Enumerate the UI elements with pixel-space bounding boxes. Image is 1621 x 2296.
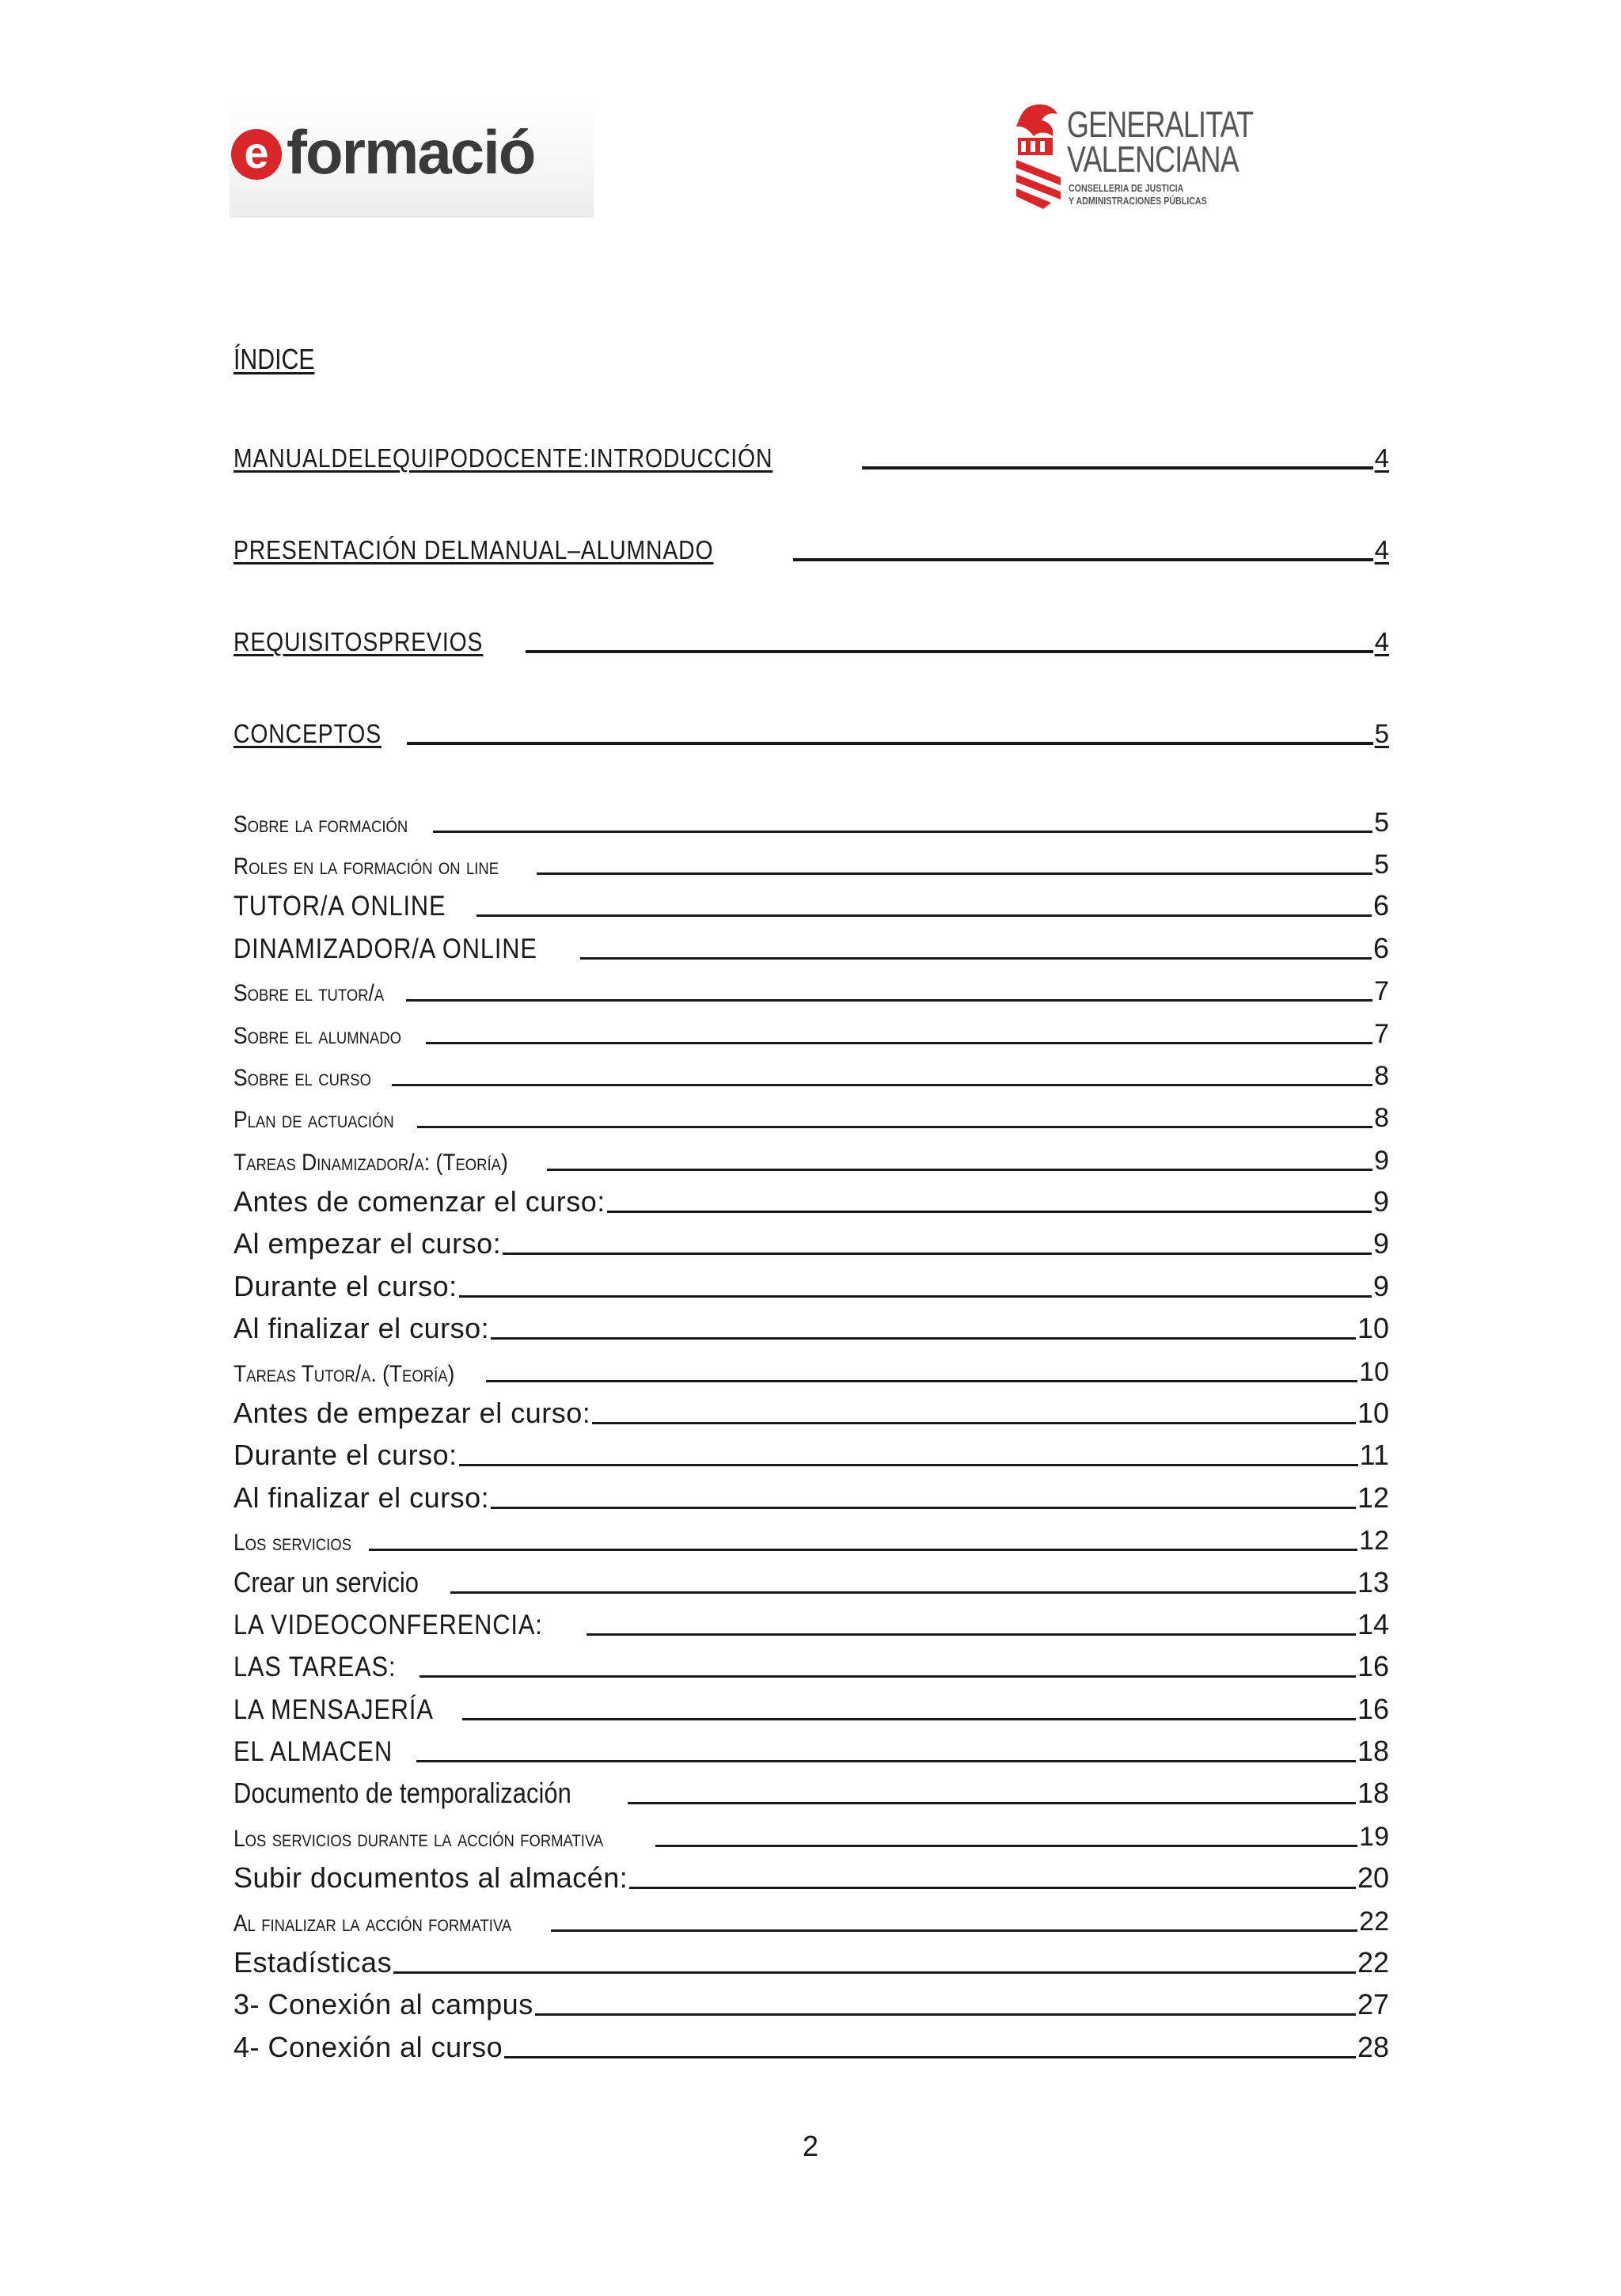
toc-entry-label: Plan de actuación [233, 1107, 394, 1133]
toc-entry-label: Sobre el tutor/a [233, 980, 385, 1006]
toc-entry-label: Tareas Dinamizador/a: (Teoría) [233, 1150, 508, 1176]
toc-sub-entry[interactable] [233, 1985, 1389, 2021]
toc-entry-label: Los servicios [233, 1530, 352, 1556]
toc-sub-entry[interactable] [233, 1267, 1389, 1303]
generalitat-valenciana-logo [1012, 101, 1254, 220]
toc-entry-page: 27 [1357, 1988, 1389, 2020]
toc-sub-entry[interactable] [233, 1055, 1389, 1092]
toc-sub-entry[interactable] [233, 1013, 1389, 1050]
toc-sub-entry[interactable] [233, 929, 1389, 965]
toc-sub-entry[interactable] [233, 1182, 1389, 1218]
toc-leader-line [369, 1549, 1357, 1551]
toc-entry-label: DINAMIZADOR/A ONLINE [233, 933, 537, 964]
toc-leader-line [526, 650, 1373, 653]
toc-entry-page: 4 [1374, 627, 1389, 656]
toc-main-entry[interactable] [233, 713, 1389, 749]
toc-leader-line [793, 558, 1372, 561]
toc-entry-label: LAS TAREAS: [233, 1652, 397, 1682]
toc-leader-line [416, 1760, 1356, 1762]
toc-leader-line [417, 1126, 1372, 1128]
toc-leader-line [462, 1718, 1356, 1720]
toc-leader-line [392, 1084, 1372, 1086]
toc-sub-entry[interactable] [233, 1816, 1389, 1853]
toc-entry-page: 9 [1372, 1185, 1389, 1218]
toc-sub-entry[interactable] [233, 2028, 1389, 2064]
toc-entry-label: CONCEPTOS [233, 719, 382, 748]
page-number: 2 [802, 2130, 819, 2162]
toc-entry-page: 9 [1372, 1270, 1389, 1302]
toc-entry-page: 14 [1357, 1608, 1389, 1640]
toc-entry-page: 6 [1372, 889, 1389, 922]
toc-entry-label: TUTOR/A ONLINE [233, 891, 446, 922]
toc-sub-entry[interactable] [233, 1901, 1389, 1937]
eformacio-logo-word: formació [287, 117, 535, 187]
toc-entry-page: 16 [1357, 1693, 1389, 1725]
toc-entry-label: Roles en la formación on line [233, 853, 499, 880]
toc-leader-line [491, 1337, 1356, 1340]
toc-entry-page: 22 [1357, 1946, 1389, 1979]
toc-sub-entry[interactable] [233, 971, 1389, 1007]
toc-entry-page: 12 [1357, 1481, 1389, 1514]
toc-sub-entry[interactable] [233, 1309, 1389, 1345]
toc-entry-label: Estadísticas [233, 1946, 393, 1979]
toc-leader-line [426, 1042, 1372, 1044]
toc-entry-label: 4- Conexión al curso [233, 2031, 503, 2063]
toc-entry-page: 4 [1374, 535, 1389, 564]
toc-entry-label: Al finalizar el curso: [233, 1312, 490, 1344]
gva-logo-line2: VALENCIANA [1067, 139, 1239, 180]
toc-leader-line [459, 1295, 1372, 1298]
toc-sub-entry[interactable] [233, 802, 1389, 838]
toc-leader-line [450, 1591, 1356, 1594]
toc-entry-label: Los servicios durante la acción formativa [233, 1826, 604, 1852]
toc-entry-page: 28 [1357, 2031, 1389, 2063]
toc-entry-page: 6 [1372, 932, 1389, 964]
toc-leader-line [862, 466, 1372, 469]
toc-entry-page: 7 [1374, 1019, 1389, 1049]
toc-entry-page: 10 [1357, 1397, 1389, 1429]
toc-leader-line [607, 1211, 1372, 1213]
toc-entry-page: 18 [1357, 1735, 1389, 1767]
toc-leader-line [419, 1675, 1356, 1678]
toc-entry-label: 3- Conexión al campus [233, 1988, 533, 2020]
toc-leader-line [592, 1422, 1356, 1424]
gva-logo-subtitle1: CONSELLERIA DE JUSTICIA [1069, 182, 1184, 194]
toc-entry-label: EL ALMACEN [233, 1736, 393, 1767]
toc-leader-line [486, 1380, 1357, 1382]
toc-leader-line [407, 742, 1372, 745]
toc-leader-line [503, 1253, 1372, 1255]
toc-leader-line [587, 1633, 1356, 1636]
toc-entry-label: Sobre el alumnado [233, 1023, 401, 1049]
toc-entry-page: 11 [1359, 1439, 1389, 1471]
gva-logo-line1: GENERALITAT [1067, 104, 1254, 145]
toc-entry-page: 12 [1359, 1526, 1389, 1556]
toc-entry-label: MANUALDELEQUIPODOCENTE:INTRODUCCIÓN [233, 443, 773, 473]
toc-sub-entry[interactable] [233, 1097, 1389, 1134]
toc-entry-page: 16 [1357, 1650, 1389, 1682]
toc-entry-page: 8 [1374, 1103, 1389, 1133]
toc-leader-line [629, 1887, 1356, 1889]
toc-leader-line [580, 957, 1372, 960]
toc-entry-page: 7 [1374, 976, 1389, 1006]
toc-leader-line [393, 1971, 1356, 1974]
toc-entry-page: 5 [1374, 808, 1389, 838]
toc-sub-entry[interactable] [233, 844, 1389, 880]
toc-sub-entry[interactable] [233, 1224, 1389, 1260]
gva-emblem-icon [1012, 101, 1064, 212]
toc-entry-page: 9 [1374, 1146, 1389, 1176]
toc-sub-entry[interactable] [233, 1690, 1389, 1726]
gva-logo-subtitle2: Y ADMINISTRACIONES PÚBLICAS [1069, 195, 1207, 207]
toc-main-entry[interactable] [233, 529, 1389, 565]
toc-sub-entry[interactable] [233, 1351, 1389, 1388]
toc-leader-line [535, 2013, 1356, 2016]
toc-leader-line [433, 831, 1372, 833]
toc-entry-page: 18 [1357, 1777, 1389, 1809]
toc-entry-page: 20 [1357, 1861, 1389, 1894]
toc-leader-line [476, 914, 1372, 917]
toc-entry-label: Al finalizar el curso: [233, 1481, 490, 1514]
toc-sub-entry[interactable] [233, 1732, 1389, 1768]
toc-leader-line [628, 1802, 1356, 1804]
toc-leader-line [537, 872, 1372, 875]
toc-sub-entry[interactable] [233, 1478, 1389, 1515]
toc-entry-label: Durante el curso: [233, 1270, 457, 1302]
toc-sub-entry[interactable] [233, 1140, 1389, 1177]
toc-entry-page: 5 [1374, 850, 1389, 880]
eformacio-logo [230, 99, 594, 218]
toc-entry-label: Subir documentos al almacén: [233, 1861, 628, 1894]
toc-entry-page: 10 [1357, 1312, 1389, 1344]
toc-sub-entry[interactable] [233, 1647, 1389, 1683]
toc-entry-label: Al finalizar la acción formativa [233, 1910, 512, 1937]
toc-entry-label: Al empezar el curso: [233, 1227, 502, 1260]
toc-entry-label: LA MENSAJERÍA [233, 1694, 434, 1725]
toc-leader-line [551, 1929, 1357, 1932]
toc-entry-label: LA VIDEOCONFERENCIA: [233, 1610, 543, 1640]
toc-entry-page: 10 [1359, 1357, 1389, 1387]
toc-entry-page: 19 [1359, 1822, 1389, 1852]
toc-leader-line [655, 1845, 1357, 1847]
toc-leader-line [547, 1169, 1372, 1171]
toc-main-entry[interactable] [233, 621, 1389, 657]
toc-sub-entry[interactable] [233, 1393, 1389, 1430]
toc-entry-label: Antes de comenzar el curso: [233, 1185, 606, 1218]
toc-entry-label: PRESENTACIÓN DELMANUAL–ALUMNADO [233, 535, 714, 564]
toc-sub-entry[interactable] [233, 1773, 1389, 1810]
toc-sub-entry[interactable] [233, 1435, 1389, 1472]
toc-entry-page: 4 [1374, 443, 1389, 473]
toc-entry-label: Tareas Tutor/a. (Teoría) [233, 1361, 455, 1387]
toc-entry-label: Antes de empezar el curso: [233, 1397, 591, 1429]
toc-entry-label: Crear un servicio [233, 1566, 419, 1598]
toc-entry-page: 13 [1357, 1566, 1389, 1598]
toc-entry-page: 22 [1359, 1906, 1389, 1937]
toc-leader-line [406, 999, 1372, 1002]
index-heading: ÍNDICE [233, 343, 315, 375]
toc-entry-label: Sobre el curso [233, 1065, 371, 1091]
toc-sub-entry[interactable] [233, 1605, 1389, 1641]
toc-sub-entry[interactable] [233, 886, 1389, 922]
toc-entry-label: Sobre la formación [233, 812, 408, 838]
toc-leader-line [459, 1464, 1358, 1466]
toc-entry-label: Documento de temporalización [233, 1777, 571, 1809]
toc-sub-entry[interactable] [233, 1943, 1389, 1979]
eformacio-logo-mark: e [231, 129, 282, 180]
toc-entry-page: 9 [1372, 1227, 1389, 1260]
toc-entry-label: REQUISITOSPREVIOS [233, 627, 484, 656]
toc-leader-line [491, 1507, 1356, 1509]
toc-sub-entry[interactable] [233, 1563, 1389, 1599]
toc-entry-page: 8 [1374, 1061, 1389, 1091]
toc-entry-page: 5 [1374, 719, 1389, 748]
toc-sub-entry[interactable] [233, 1858, 1389, 1895]
toc-main-entry[interactable] [233, 437, 1389, 473]
toc-leader-line [504, 2056, 1356, 2058]
toc-entry-label: Durante el curso: [233, 1439, 457, 1471]
toc-sub-entry[interactable] [233, 1520, 1389, 1557]
